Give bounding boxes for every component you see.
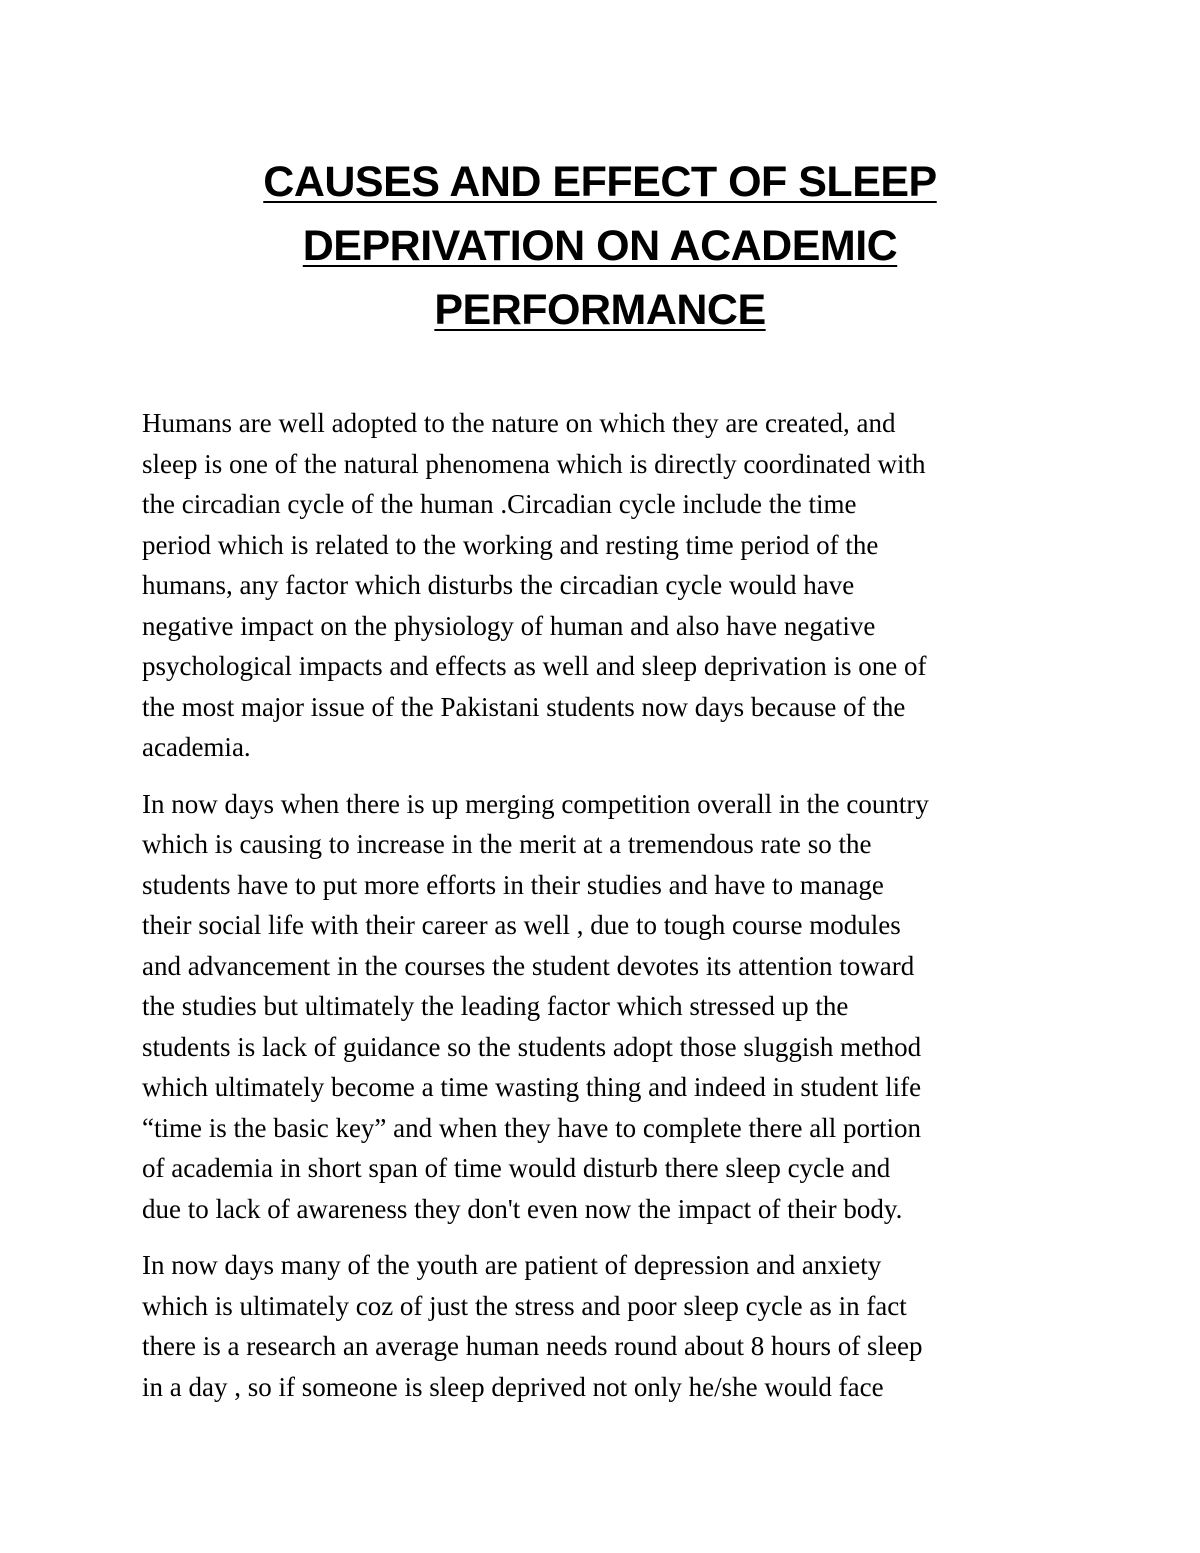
text-line: sleep is one of the natural phenomena which is directly coordinated with — [142, 448, 926, 479]
document-body — [142, 403, 1072, 1423]
title-line-2: DEPRIVATION ON ACADEMIC — [302, 222, 898, 270]
text-line: negative impact on the physiology of human and also have negative — [142, 610, 876, 641]
text-line: which is causing to increase in the merit at a tremendous rate so the — [142, 829, 872, 859]
text-line: students is lack of guidance so the students adopt those sluggish method — [142, 1031, 922, 1062]
text-line: of academia in short span of time would disturb there sleep cycle and — [142, 1153, 891, 1183]
text-line: their social life with their career as well , due to tough course modules — [142, 910, 901, 940]
text-line: due to lack of awareness they don't even now the impact of their body. — [142, 1193, 903, 1224]
text-line: the most major issue of the Pakistani students now days because of the — [142, 691, 906, 722]
text-line: period which is related to the working and resting time period of the — [142, 529, 879, 560]
text-line: students have to put more efforts in their studies and have to manage — [142, 869, 884, 900]
text-line: In now days when there is up merging competition overall in the country — [142, 788, 929, 819]
document-title — [140, 150, 1060, 342]
text-line: which is ultimately coz of just the stress and poor sleep cycle as in fact — [142, 1290, 907, 1321]
text-line: In now days many of the youth are patient of depression and anxiety — [142, 1250, 882, 1280]
text-line: psychological impacts and effects as well and sleep deprivation is one of — [142, 651, 927, 681]
paragraph-1 — [142, 403, 1072, 768]
paragraph-3 — [142, 1245, 1072, 1407]
title-line-3: PERFORMANCE — [434, 286, 766, 334]
text-line: Humans are well adopted to the nature on which they are created, and — [142, 408, 896, 438]
text-line: academia. — [142, 732, 251, 762]
text-line: humans, any factor which disturbs the circadian cycle would have — [142, 570, 855, 600]
text-line: which ultimately become a time wasting thing and indeed in student life — [142, 1072, 922, 1102]
paragraph-2 — [142, 784, 1072, 1230]
text-line: and advancement in the courses the student devotes its attention toward — [142, 950, 915, 981]
text-line: the circadian cycle of the human .Circadian cycle include the time — [142, 489, 857, 519]
text-line: there is a research an average human needs round about 8 hours of sleep — [142, 1331, 923, 1361]
title-line-1: CAUSES AND EFFECT OF SLEEP — [263, 158, 937, 206]
text-line: in a day , so if someone is sleep deprived not only he/she would face — [142, 1371, 884, 1402]
text-line: the studies but ultimately the leading factor which stressed up the — [142, 991, 849, 1021]
text-line: “time is the basic key” and when they have to complete there all portion — [142, 1112, 921, 1143]
